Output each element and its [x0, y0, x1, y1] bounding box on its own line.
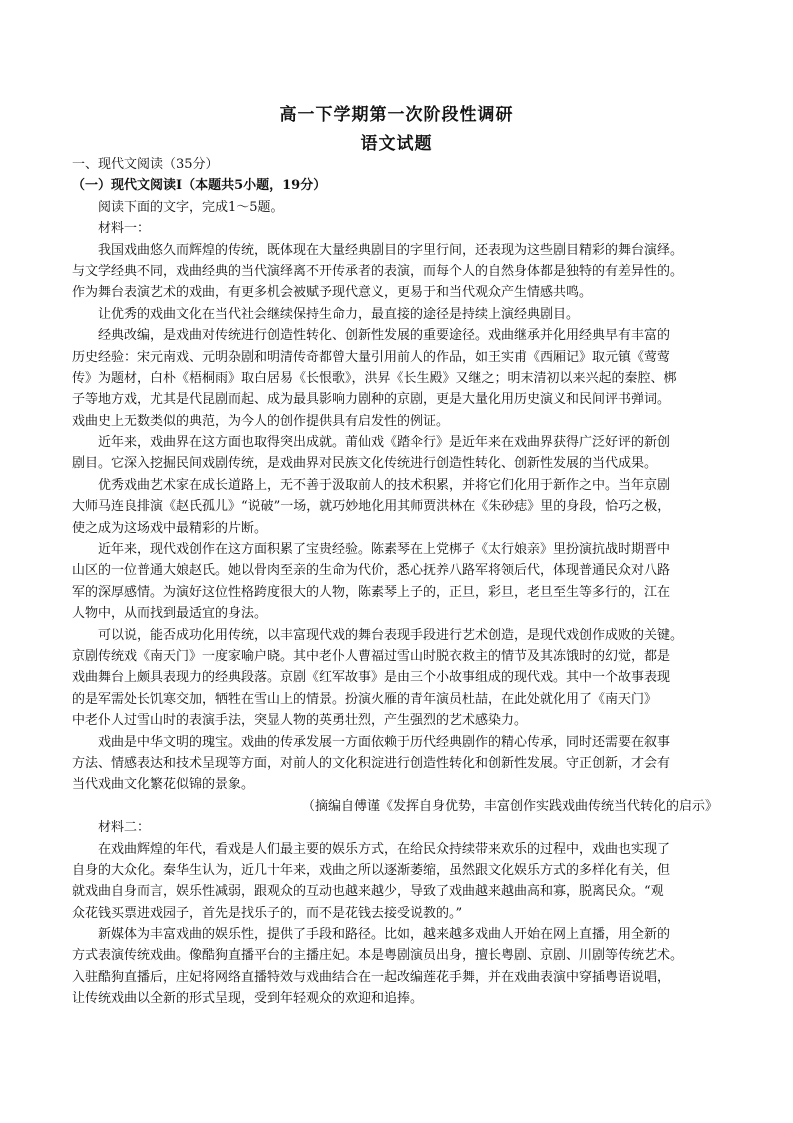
- text-line: 的是军需处长饥寒交加，牺牲在雪山上的情景。扮演火雁的青年演员杜喆，在此处就化用了《南天门》: [72, 691, 658, 707]
- text-line: 子等地方戏，尤其是代昆剧而起、成为最具影响力剧种的京剧，更是大量化用历史演义和民间评书弹词。: [72, 392, 671, 408]
- text-line: 让优秀的戏曲文化在当代社会继续保持生命力，最直接的途径是持续上演经典剧目。: [98, 306, 580, 322]
- exam-title: 高一下学期第一次阶段性调研: [279, 105, 514, 125]
- text-line: 历史经验：宋元南戏、元明杂剧和明清传奇都曾大量引用前人的作品，如王实甫《西厢记》取元镇《莺莺: [72, 349, 671, 365]
- text-line: 新媒体为丰富戏曲的娱乐性，提供了手段和路径。比如，越来越多戏曲人开始在网上直播，用全新的: [98, 927, 671, 943]
- text-line: 京剧传统戏《南天门》一度家喻户晓。其中老仆人曹福过雪山时脱衣救主的情节及其冻饿时的幻觉，都是: [72, 648, 671, 664]
- text-line: 方法、情感表达和技术呈现等方面，对前人的文化积淀进行创造性转化和创新性发展。守正创新，才会有: [72, 755, 671, 771]
- text-line: 方式表演传统戏曲。像酷狗直播平台的主播庄妃。本是粤剧演员出身，擅长粤剧、京剧、川剧等传统艺术。: [72, 948, 684, 964]
- text-line: 众花钱买票进戏园子，首先是找乐子的，而不是花钱去接受说教的。”: [72, 905, 463, 921]
- text-line: 当代戏曲文化繁花似锦的景象。: [72, 777, 255, 793]
- text-line: 优秀戏曲艺术家在成长道路上，无不善于汲取前人的技术积累，并将它们化用于新作之中。当年京剧: [98, 477, 671, 493]
- text-line: 中老仆人过雪山时的表演手法，突显人物的英勇壮烈，产生强烈的艺术感染力。: [72, 713, 528, 729]
- text-line: 在戏曲辉煌的年代，看戏是人们最主要的娱乐方式，在给民众持续带来欢乐的过程中，戏曲也实现了: [98, 841, 671, 857]
- text-line: 入驻酷狗直播后，庄妃将网络直播特效与戏曲结合在一起改编莲花手舞，并在戏曲表演中穿插粤语说唱，: [72, 969, 671, 985]
- text-line: 与文学经典不同，戏曲经典的当代演绎离不开传承者的表演，而每个人的自然身体都是独特的有差异性的。: [72, 263, 684, 279]
- text-line: 一、现代文阅读（35分）: [72, 157, 219, 172]
- text-line: 人物中，从而找到最适宜的身法。: [72, 606, 268, 622]
- exam-subtitle: 语文试题: [360, 134, 433, 154]
- text-line: 我国戏曲悠久而辉煌的传统，既体现在大量经典剧目的字里行间，还表现为这些剧目精彩的舞台演绎。: [98, 242, 684, 258]
- section-heading: （一）现代文阅读Ⅰ（本题共5小题，19分）: [72, 178, 327, 194]
- text-line: 戏曲舞台上颇具表现力的经典段落。京剧《红军故事》是由三个小故事组成的现代戏。其中一个故事表现: [72, 670, 671, 686]
- text-line: 就戏曲自身而言，娱乐性减弱，跟观众的互动也越来越少，导致了戏曲越来越曲高和寡，脱离民众。“观: [72, 884, 664, 900]
- text-line: 传》为题材，白朴《梧桐雨》取白居易《长恨歌》，洪昇《长生殿》又继之；明末清初以来兴起的秦腔、梆: [72, 370, 677, 386]
- text-line: 使之成为这场戏中最精彩的片断。: [72, 520, 268, 536]
- text-line: 材料二：: [98, 820, 151, 836]
- text-line: 可以说，能否成功化用传统，以丰富现代戏的舞台表现手段进行艺术创造，是现代戏创作成败的关键。: [98, 627, 684, 643]
- text-line: 近年来，现代戏创作在这方面积累了宝贵经验。陈素琴在上党梆子《太行娘亲》里扮演抗战时期晋中: [98, 542, 671, 558]
- text-line: （摘编自傅谨《发挥自身优势，丰富创作实践戏曲传统当代转化的启示》: [301, 798, 718, 814]
- text-line: 经典改编，是戏曲对传统进行创造性转化、创新性发展的重要途径。戏曲继承并化用经典早有丰富的: [98, 328, 671, 344]
- text-line: 作为舞台表演艺术的戏曲，有更多机会被赋予现代意义，更易于和当代观众产生情感共鸣。: [72, 285, 593, 301]
- text-line: 军的深厚感情。为演好这位性格跨度很大的人物，陈素琴上子的，正旦，彩旦，老旦至生等多行的，江在: [72, 584, 671, 600]
- text-line: 戏曲史上无数类似的典范，为今人的创作提供具有启发性的例证。: [72, 413, 450, 429]
- text-line: 自身的大众化。秦华生认为，近几十年来，戏曲之所以逐渐萎缩，虽然跟文化娱乐方式的多样化有关，但: [72, 862, 671, 878]
- text-line: 剧目。它深入挖掘民间戏剧传统，是戏曲界对民族文化传统进行创造性转化、创新性发展的当代成果。: [72, 456, 658, 472]
- text-line: 近年来，戏曲界在这方面也取得突出成就。莆仙戏《踏伞行》是近年来在戏曲界获得广泛好评的新创: [98, 435, 671, 451]
- text-line: 让传统戏曲以全新的形式呈现，受到年轻观众的欢迎和追捧。: [72, 991, 424, 1007]
- text-line: 阅读下面的文字，完成1～5题。: [98, 199, 284, 215]
- text-line: 山区的一位普通大娘赵氏。她以骨肉至亲的生命为代价，悉心抚养八路军将领后代，体现普通民众对八路: [72, 563, 671, 579]
- text-line: 戏曲是中华文明的瑰宝。戏曲的传承发展一方面依赖于历代经典剧作的精心传承，同时还需要在叙事: [98, 734, 671, 750]
- text-line: 材料一：: [98, 221, 151, 237]
- text-line: 大师马连良排演《赵氏孤儿》“说破”一场，就巧妙地化用其师贾洪林在《朱砂痣》里的身段，恰巧之极，: [72, 499, 671, 515]
- document-body: [72, 154, 728, 1010]
